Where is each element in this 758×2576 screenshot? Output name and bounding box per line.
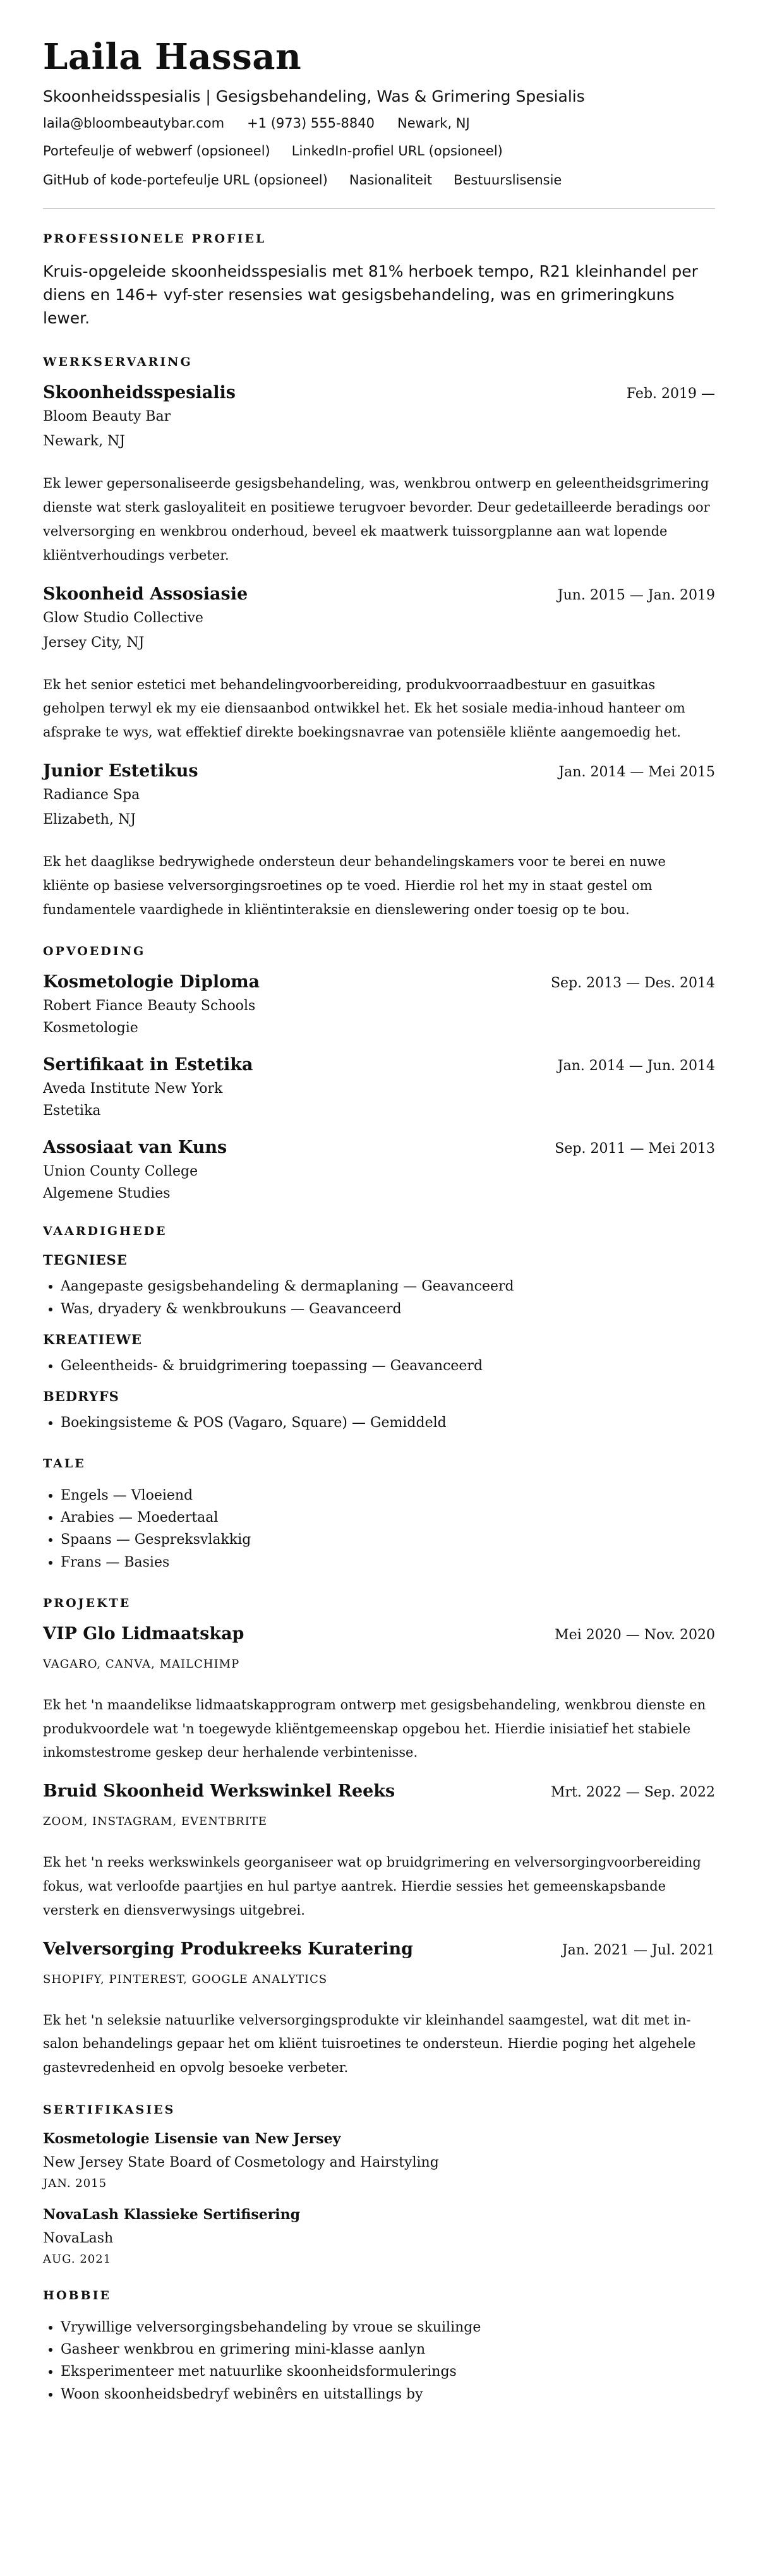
education-dates: Sep. 2013 — Des. 2014	[550, 975, 715, 992]
language-list	[43, 1484, 715, 1574]
education-dates: Sep. 2011 — Mei 2013	[555, 1141, 715, 1157]
skill-item: • Aangepaste gesigsbehandeling & dermaplaning — Geavanceerd	[61, 1275, 715, 1297]
job-description: Ek het senior estetici met behandelingvoorbereiding, produkvoorraadbestuur en gasuitkas geholpen terwyl ek my eie diensaanbod ontwikkel het. Ek het sosiale media-inhoud hanteer om afsprake te wys, wat effektief direkte boekingsnavrae van potensiële kliënte aangemoedig het.	[43, 677, 685, 740]
location: Newark, NJ	[397, 116, 470, 131]
field-of-study: Kosmetologie	[43, 1020, 138, 1037]
education-dates: Jan. 2014 — Jun. 2014	[557, 1058, 715, 1074]
languages-section	[43, 1457, 715, 1574]
project-name: VIP Glo Lidmaatskap	[43, 1623, 244, 1644]
section-title-certifications: SERTIFIKASIES	[43, 2103, 176, 2117]
project-tools: SHOPIFY, PINTEREST, GOOGLE ANALYTICS	[43, 1972, 328, 1986]
language-item: • Arabies — Moedertaal	[61, 1507, 715, 1529]
degree: Sertifikaat in Estetika	[43, 1055, 253, 1075]
headline: Skoonheidsspesialis | Gesigsbehandeling, Was & Grimering Spesialis	[43, 87, 585, 106]
skill-item: • Boekingsisteme & POS (Vagaro, Square) — Gemiddeld	[61, 1412, 715, 1434]
language-item: • Frans — Basies	[61, 1551, 715, 1574]
section-title-profile: PROFESSIONELE PROFIEL	[43, 232, 267, 246]
job-title: Skoonheidsspesialis	[43, 383, 236, 403]
company: Radiance Spa	[43, 786, 140, 803]
project-tools: ZOOM, INSTAGRAM, EVENTBRITE	[43, 1815, 267, 1829]
github-link[interactable]: GitHub of kode-portefeulje URL (opsioneel)	[43, 172, 328, 188]
skills-section	[43, 1224, 715, 1434]
job-dates: Jun. 2015 — Jan. 2019	[557, 587, 715, 603]
skill-list	[43, 1275, 715, 1320]
section-title-education: OPVOEDING	[43, 944, 146, 959]
education-section	[43, 944, 715, 1201]
job-location: Newark, NJ	[43, 433, 126, 450]
section-title-hobbies: HOBBIE	[43, 2289, 111, 2303]
job-dates: Jan. 2014 — Mei 2015	[558, 764, 715, 780]
education-item	[43, 1055, 715, 1119]
drivers-license: Bestuurslisensie	[454, 172, 562, 188]
linkedin-link[interactable]: LinkedIn-profiel URL (opsioneel)	[291, 143, 503, 159]
links-row	[43, 143, 715, 159]
skill-item: • Was, dryadery & wenkbroukuns — Geavanceerd	[61, 1298, 715, 1320]
hobbies-section	[43, 2289, 715, 2405]
project-dates: Jan. 2021 — Jul. 2021	[562, 1942, 715, 1958]
project-name: Velversorging Produkreeks Kuratering	[43, 1939, 413, 1959]
links-row-2	[43, 172, 715, 188]
job-description: Ek lewer gepersonaliseerde gesigsbehandeling, was, wenkbrou ontwerp en geleentheidsgrimering dienste wat sterk gasloyaliteit en positiewe terugvoer bevorder. Deur gedetailleerde beradings oor velversorging en wenkbrou onderhoud, beveel ek maatwerk tuissorgplanne aan wat lopende kliëntverhoudings verbeter.	[43, 476, 710, 563]
job-dates: Feb. 2019 —	[626, 386, 715, 402]
project-description: Ek het 'n seleksie natuurlike velversorgingsprodukte vir kleinhandel saamgestel, wat dit met in-salon behandelings gepaar het om kliënt tuisroetines te ondersteun. Hierdie poging het algehele gastevredenheid en opvolg besoeke verbeter.	[43, 2012, 696, 2076]
skill-list	[43, 1412, 715, 1434]
school: Aveda Institute New York	[43, 1081, 223, 1097]
education-item	[43, 972, 715, 1036]
skill-group-title: BEDRYFS	[43, 1388, 119, 1404]
project-tools: VAGARO, CANVA, MAILCHIMP	[43, 1657, 240, 1671]
skill-group-title: KREATIEWE	[43, 1331, 142, 1347]
certification-date: JAN. 2015	[43, 2177, 107, 2191]
field-of-study: Estetika	[43, 1103, 101, 1119]
section-title-projects: PROJEKTE	[43, 1596, 131, 1610]
certification-name: NovaLash Klassieke Sertifisering	[43, 2206, 301, 2224]
experience-item	[43, 584, 715, 745]
skill-group-title: TEGNIESE	[43, 1252, 128, 1268]
degree: Kosmetologie Diploma	[43, 972, 260, 992]
project-description: Ek het 'n reeks werkswinkels georganiseer wat op bruidgrimering en velversorgingvoorbereiding fokus, wat verloofde paartjies en hul partye aantrek. Hierdie sessies het gemeenskapsbande versterk en diensverwysings uitgebrei.	[43, 1855, 701, 1918]
experience-list	[43, 383, 715, 922]
project-description: Ek het 'n maandelikse lidmaatskapprogram ontwerp met gesigsbehandeling, wenkbrou dienste en produkvoordele wat 'n toegewyde kliëntgemeenskap opgebou het. Hierdie inisiatief het stabiele inkomstestrome geskep deur herhalende verbintenisse.	[43, 1697, 706, 1760]
certification-item	[43, 2206, 715, 2266]
education-item	[43, 1138, 715, 1201]
candidate-name: Laila Hassan	[43, 36, 302, 78]
job-title: Junior Estetikus	[43, 761, 198, 781]
school: Union County College	[43, 1164, 198, 1180]
section-title-experience: WERKSERVARING	[43, 355, 193, 370]
certification-name: Kosmetologie Lisensie van New Jersey	[43, 2131, 341, 2148]
job-location: Elizabeth, NJ	[43, 811, 136, 828]
skill-list	[43, 1355, 715, 1377]
profile-summary: Kruis-opgeleide skoonheidsspesialis met 81% herboek tempo, R21 kleinhandel per diens en 146+ vyf-ster resensies wat gesigsbehandeling, was en grimeringkuns lewer.	[43, 262, 698, 328]
project-name: Bruid Skoonheid Werkswinkel Reeks	[43, 1781, 395, 1802]
hobby-item: • Eksperimenteer met natuurlike skoonheidsformulerings	[61, 2361, 715, 2383]
portfolio-link[interactable]: Portefeulje of webwerf (opsioneel)	[43, 143, 270, 159]
project-item	[43, 1939, 715, 2080]
projects-section	[43, 1596, 715, 2080]
certification-issuer: New Jersey State Board of Cosmetology and Hairstyling	[43, 2155, 439, 2171]
hobby-list	[43, 2316, 715, 2405]
certifications-section	[43, 2103, 715, 2266]
header-divider	[43, 208, 715, 209]
project-item	[43, 1624, 715, 1765]
nationality: Nasionaliteit	[349, 172, 433, 188]
hobby-item: • Gasheer wenkbrou en grimering mini-klasse aanlyn	[61, 2338, 715, 2361]
certification-issuer: NovaLash	[43, 2230, 114, 2247]
job-title: Skoonheid Assosiasie	[43, 584, 248, 604]
company: Glow Studio Collective	[43, 610, 203, 626]
company: Bloom Beauty Bar	[43, 409, 171, 425]
job-location: Jersey City, NJ	[43, 634, 145, 651]
certification-item	[43, 2131, 715, 2190]
phone-number: +1 (973) 555-8840	[247, 116, 375, 131]
contact-row	[43, 116, 715, 131]
certification-date: AUG. 2021	[43, 2253, 112, 2266]
degree: Assosiaat van Kuns	[43, 1138, 227, 1158]
project-item	[43, 1781, 715, 1922]
hobby-item: • Vrywillige velversorgingsbehandeling by vroue se skuilinge	[61, 2316, 715, 2338]
project-dates: Mei 2020 — Nov. 2020	[555, 1627, 715, 1643]
email-link[interactable]: laila@bloombeautybar.com	[43, 116, 225, 131]
project-dates: Mrt. 2022 — Sep. 2022	[551, 1785, 715, 1801]
experience-item	[43, 383, 715, 567]
experience-item	[43, 761, 715, 922]
section-title-skills: VAARDIGHEDE	[43, 1224, 167, 1239]
language-item: • Spaans — Gespreksvlakkig	[61, 1529, 715, 1551]
school: Robert Fiance Beauty Schools	[43, 998, 256, 1014]
field-of-study: Algemene Studies	[43, 1186, 171, 1202]
section-title-languages: TALE	[43, 1457, 86, 1471]
language-item: • Engels — Vloeiend	[61, 1484, 715, 1507]
job-description: Ek het daaglikse bedrywighede ondersteun deur behandelingskamers voor te berei en nuwe kliënte op basiese velversorgingsroetines op te voed. Hierdie rol het my in staat gestel om fundamentele vaardighede in kliëntinteraksie en dienslewering onder toesig op te bou.	[43, 853, 666, 917]
hobby-item: • Woon skoonheidsbedryf webinêrs en uitstallings by	[61, 2383, 715, 2405]
skill-item: • Geleentheids- & bruidgrimering toepassing — Geavanceerd	[61, 1355, 715, 1377]
